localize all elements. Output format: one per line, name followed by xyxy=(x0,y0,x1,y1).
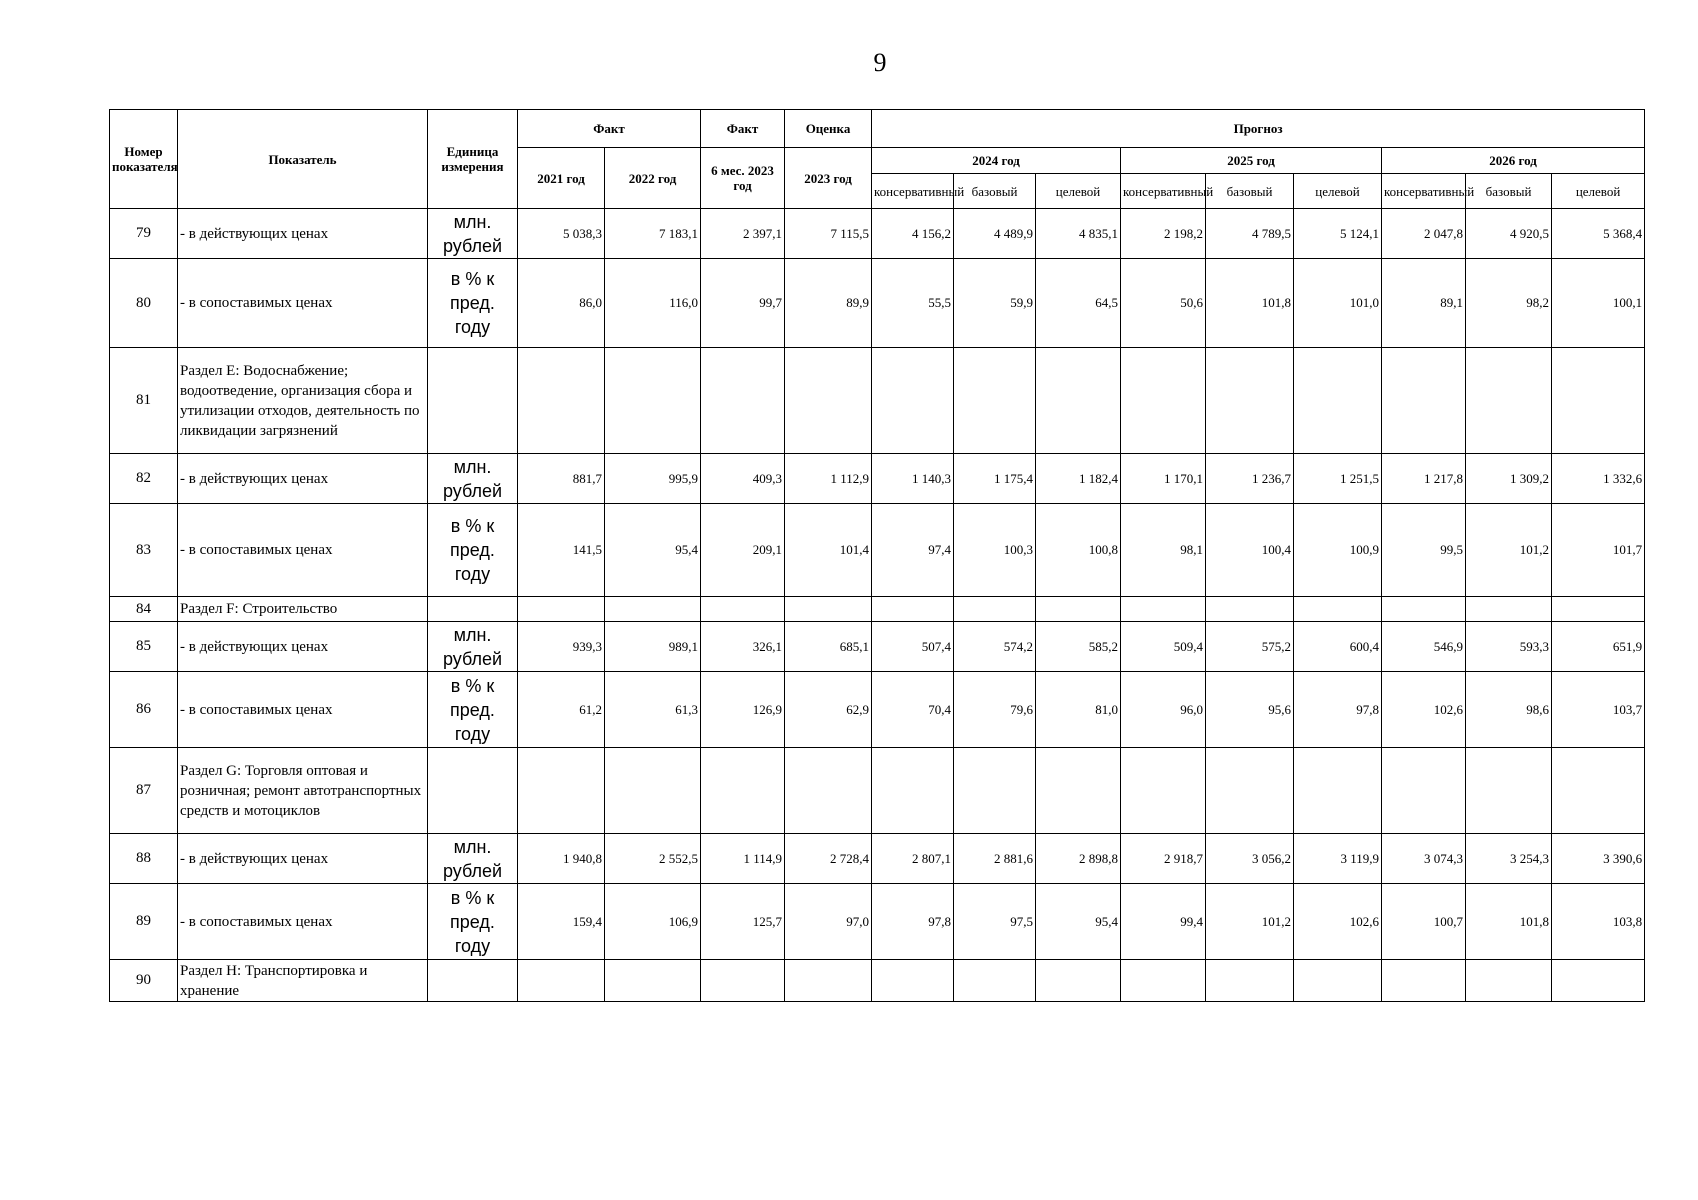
row-value: 97,8 xyxy=(872,884,954,960)
row-value xyxy=(1466,748,1552,834)
table-row xyxy=(110,748,1645,834)
row-value: 989,1 xyxy=(605,622,701,672)
row-value xyxy=(954,748,1036,834)
header-2024-base: базовый xyxy=(954,174,1036,209)
row-value xyxy=(701,748,785,834)
row-value xyxy=(1294,348,1382,454)
row-value: 2 898,8 xyxy=(1036,834,1121,884)
row-value: 100,9 xyxy=(1294,504,1382,597)
header-2023: 2023 год xyxy=(785,148,872,209)
row-value: 70,4 xyxy=(872,672,954,748)
row-value xyxy=(872,960,954,1002)
row-value: 89,1 xyxy=(1382,259,1466,348)
row-value: 95,4 xyxy=(1036,884,1121,960)
row-value: 99,7 xyxy=(701,259,785,348)
row-value: 651,9 xyxy=(1552,622,1645,672)
row-unit: млн. рублей xyxy=(428,209,518,259)
row-value: 995,9 xyxy=(605,454,701,504)
row-value: 95,4 xyxy=(605,504,701,597)
row-value xyxy=(1466,348,1552,454)
row-value: 116,0 xyxy=(605,259,701,348)
header-2026: 2026 год xyxy=(1382,148,1645,174)
row-value: 1 309,2 xyxy=(1466,454,1552,504)
row-value: 1 251,5 xyxy=(1294,454,1382,504)
row-value: 103,7 xyxy=(1552,672,1645,748)
table-row xyxy=(110,884,1645,960)
row-value: 126,9 xyxy=(701,672,785,748)
table-row xyxy=(110,672,1645,748)
row-value: 97,0 xyxy=(785,884,872,960)
row-value xyxy=(1382,748,1466,834)
row-value xyxy=(701,597,785,622)
row-value: 585,2 xyxy=(1036,622,1121,672)
table-row xyxy=(110,834,1645,884)
row-value xyxy=(605,348,701,454)
row-value xyxy=(1036,597,1121,622)
row-value xyxy=(1552,748,1645,834)
row-unit xyxy=(428,960,518,1002)
row-value: 102,6 xyxy=(1294,884,1382,960)
row-value: 50,6 xyxy=(1121,259,1206,348)
row-value xyxy=(1036,960,1121,1002)
row-value: 409,3 xyxy=(701,454,785,504)
row-unit xyxy=(428,748,518,834)
row-value: 574,2 xyxy=(954,622,1036,672)
row-value xyxy=(1206,348,1294,454)
table-row xyxy=(110,209,1645,259)
row-value: 98,1 xyxy=(1121,504,1206,597)
row-number: 88 xyxy=(110,834,178,884)
row-value: 5 038,3 xyxy=(518,209,605,259)
row-value xyxy=(785,597,872,622)
row-value xyxy=(518,748,605,834)
row-value xyxy=(785,748,872,834)
header-2026-base: базовый xyxy=(1466,174,1552,209)
row-number: 86 xyxy=(110,672,178,748)
row-value: 100,1 xyxy=(1552,259,1645,348)
row-value: 1 170,1 xyxy=(1121,454,1206,504)
row-value: 81,0 xyxy=(1036,672,1121,748)
row-value xyxy=(1466,960,1552,1002)
row-value xyxy=(1206,597,1294,622)
row-value: 209,1 xyxy=(701,504,785,597)
row-value xyxy=(872,748,954,834)
row-value: 97,5 xyxy=(954,884,1036,960)
row-value: 3 254,3 xyxy=(1466,834,1552,884)
header-forecast: Прогноз xyxy=(872,110,1645,148)
row-label: - в действующих ценах xyxy=(178,834,428,884)
header-2025: 2025 год xyxy=(1121,148,1382,174)
row-value: 141,5 xyxy=(518,504,605,597)
row-value: 1 182,4 xyxy=(1036,454,1121,504)
row-value: 100,4 xyxy=(1206,504,1294,597)
header-number: Номер показателя xyxy=(110,110,178,209)
row-value: 546,9 xyxy=(1382,622,1466,672)
row-number: 81 xyxy=(110,348,178,454)
header-2021: 2021 год xyxy=(518,148,605,209)
header-2025-base: базовый xyxy=(1206,174,1294,209)
row-value: 3 390,6 xyxy=(1552,834,1645,884)
row-value xyxy=(1382,597,1466,622)
row-value: 1 217,8 xyxy=(1382,454,1466,504)
row-value xyxy=(954,597,1036,622)
row-value: 1 112,9 xyxy=(785,454,872,504)
row-label: Раздел F: Строительство xyxy=(178,597,428,622)
row-value: 3 056,2 xyxy=(1206,834,1294,884)
row-unit xyxy=(428,348,518,454)
row-value: 79,6 xyxy=(954,672,1036,748)
row-value: 3 119,9 xyxy=(1294,834,1382,884)
row-value xyxy=(518,960,605,1002)
row-value: 101,4 xyxy=(785,504,872,597)
row-value: 3 074,3 xyxy=(1382,834,1466,884)
row-label: Раздел G: Торговля оптовая и розничная; ремонт автотранспортных средств и мотоциклов xyxy=(178,748,428,834)
row-value: 1 940,8 xyxy=(518,834,605,884)
row-value xyxy=(954,348,1036,454)
row-value: 7 115,5 xyxy=(785,209,872,259)
row-value: 62,9 xyxy=(785,672,872,748)
row-number: 85 xyxy=(110,622,178,672)
row-value: 2 047,8 xyxy=(1382,209,1466,259)
header-2026-conservative: консервативный xyxy=(1382,174,1466,209)
header-2026-target: целевой xyxy=(1552,174,1645,209)
row-value: 4 835,1 xyxy=(1036,209,1121,259)
row-value: 61,2 xyxy=(518,672,605,748)
row-value: 103,8 xyxy=(1552,884,1645,960)
row-value: 575,2 xyxy=(1206,622,1294,672)
row-label: - в сопоставимых ценах xyxy=(178,504,428,597)
row-unit: в % к пред. году xyxy=(428,504,518,597)
row-value: 1 175,4 xyxy=(954,454,1036,504)
row-value: 98,6 xyxy=(1466,672,1552,748)
table-row xyxy=(110,259,1645,348)
table-row xyxy=(110,960,1645,1002)
row-value: 101,0 xyxy=(1294,259,1382,348)
header-estimate: Оценка xyxy=(785,110,872,148)
row-value: 97,8 xyxy=(1294,672,1382,748)
row-value xyxy=(1121,597,1206,622)
row-value xyxy=(1121,348,1206,454)
row-value xyxy=(785,348,872,454)
row-unit xyxy=(428,597,518,622)
header-fact: Факт xyxy=(518,110,701,148)
row-value: 1 114,9 xyxy=(701,834,785,884)
row-value xyxy=(1206,748,1294,834)
header-fact-half-year: Факт xyxy=(701,110,785,148)
header-2024-conservative: консервативный xyxy=(872,174,954,209)
row-value: 2 728,4 xyxy=(785,834,872,884)
row-value: 2 918,7 xyxy=(1121,834,1206,884)
row-value: 64,5 xyxy=(1036,259,1121,348)
row-value xyxy=(1121,748,1206,834)
row-number: 82 xyxy=(110,454,178,504)
row-value: 101,7 xyxy=(1552,504,1645,597)
row-value: 98,2 xyxy=(1466,259,1552,348)
row-value: 509,4 xyxy=(1121,622,1206,672)
row-number: 90 xyxy=(110,960,178,1002)
row-unit: в % к пред. году xyxy=(428,884,518,960)
table-row xyxy=(110,454,1645,504)
row-value: 2 198,2 xyxy=(1121,209,1206,259)
row-value xyxy=(1036,748,1121,834)
row-value xyxy=(701,960,785,1002)
row-value: 101,8 xyxy=(1466,884,1552,960)
row-value: 881,7 xyxy=(518,454,605,504)
row-value: 99,5 xyxy=(1382,504,1466,597)
header-unit: Единица измерения xyxy=(428,110,518,209)
row-number: 87 xyxy=(110,748,178,834)
row-value: 4 920,5 xyxy=(1466,209,1552,259)
row-value: 593,3 xyxy=(1466,622,1552,672)
row-value xyxy=(1294,597,1382,622)
row-value: 685,1 xyxy=(785,622,872,672)
row-value xyxy=(518,348,605,454)
row-number: 84 xyxy=(110,597,178,622)
row-value: 106,9 xyxy=(605,884,701,960)
row-value: 101,2 xyxy=(1206,884,1294,960)
table-row xyxy=(110,504,1645,597)
row-unit: в % к пред. году xyxy=(428,259,518,348)
row-value: 61,3 xyxy=(605,672,701,748)
indicator-table xyxy=(109,109,1645,1002)
row-label: - в сопоставимых ценах xyxy=(178,672,428,748)
row-label: - в сопоставимых ценах xyxy=(178,259,428,348)
table-row xyxy=(110,597,1645,622)
row-value xyxy=(1294,748,1382,834)
row-value: 101,8 xyxy=(1206,259,1294,348)
row-value xyxy=(1206,960,1294,1002)
row-label: - в действующих ценах xyxy=(178,209,428,259)
row-value xyxy=(518,597,605,622)
row-value: 101,2 xyxy=(1466,504,1552,597)
row-value: 100,3 xyxy=(954,504,1036,597)
row-value xyxy=(1294,960,1382,1002)
row-value: 125,7 xyxy=(701,884,785,960)
header-indicator: Показатель xyxy=(178,110,428,209)
header-2022: 2022 год xyxy=(605,148,701,209)
row-value: 97,4 xyxy=(872,504,954,597)
row-value: 1 332,6 xyxy=(1552,454,1645,504)
row-value: 96,0 xyxy=(1121,672,1206,748)
header-2025-target: целевой xyxy=(1294,174,1382,209)
row-number: 80 xyxy=(110,259,178,348)
row-value: 5 124,1 xyxy=(1294,209,1382,259)
page-number: 9 xyxy=(873,48,887,77)
row-label: - в действующих ценах xyxy=(178,454,428,504)
row-value: 5 368,4 xyxy=(1552,209,1645,259)
row-unit: млн. рублей xyxy=(428,834,518,884)
row-value: 100,7 xyxy=(1382,884,1466,960)
row-value: 600,4 xyxy=(1294,622,1382,672)
row-value: 1 236,7 xyxy=(1206,454,1294,504)
row-value xyxy=(1382,960,1466,1002)
row-label: - в сопоставимых ценах xyxy=(178,884,428,960)
row-value: 95,6 xyxy=(1206,672,1294,748)
header-2024: 2024 год xyxy=(872,148,1121,174)
row-unit: млн. рублей xyxy=(428,622,518,672)
row-value xyxy=(605,960,701,1002)
row-value: 2 807,1 xyxy=(872,834,954,884)
row-unit: в % к пред. году xyxy=(428,672,518,748)
row-value xyxy=(605,748,701,834)
row-value: 1 140,3 xyxy=(872,454,954,504)
row-number: 89 xyxy=(110,884,178,960)
row-value xyxy=(1466,597,1552,622)
row-value: 7 183,1 xyxy=(605,209,701,259)
row-value xyxy=(872,348,954,454)
header-6m-2023: 6 мес. 2023 год xyxy=(701,148,785,209)
row-value: 159,4 xyxy=(518,884,605,960)
row-value: 2 881,6 xyxy=(954,834,1036,884)
table-row xyxy=(110,622,1645,672)
row-value xyxy=(1552,960,1645,1002)
row-unit: млн. рублей xyxy=(428,454,518,504)
row-number: 83 xyxy=(110,504,178,597)
row-value: 86,0 xyxy=(518,259,605,348)
row-value: 4 156,2 xyxy=(872,209,954,259)
row-value xyxy=(701,348,785,454)
row-value: 507,4 xyxy=(872,622,954,672)
row-value xyxy=(954,960,1036,1002)
row-value: 326,1 xyxy=(701,622,785,672)
row-value: 100,8 xyxy=(1036,504,1121,597)
row-label: Раздел E: Водоснабжение; водоотведение, организация сбора и утилизации отходов, деятельность по ликвидации загрязнений xyxy=(178,348,428,454)
row-value: 4 489,9 xyxy=(954,209,1036,259)
row-value: 2 552,5 xyxy=(605,834,701,884)
header-2024-target: целевой xyxy=(1036,174,1121,209)
row-number: 79 xyxy=(110,209,178,259)
table-row xyxy=(110,348,1645,454)
row-value xyxy=(1036,348,1121,454)
row-value: 89,9 xyxy=(785,259,872,348)
row-value: 939,3 xyxy=(518,622,605,672)
row-value xyxy=(872,597,954,622)
row-value: 2 397,1 xyxy=(701,209,785,259)
row-value: 55,5 xyxy=(872,259,954,348)
row-value: 59,9 xyxy=(954,259,1036,348)
header-2025-conservative: консервативный xyxy=(1121,174,1206,209)
row-value: 99,4 xyxy=(1121,884,1206,960)
row-value: 4 789,5 xyxy=(1206,209,1294,259)
row-value xyxy=(1121,960,1206,1002)
table-body xyxy=(110,209,1645,1002)
row-value: 102,6 xyxy=(1382,672,1466,748)
row-value xyxy=(1382,348,1466,454)
row-value xyxy=(1552,597,1645,622)
row-label: - в действующих ценах xyxy=(178,622,428,672)
row-label: Раздел H: Транспортировка и хранение xyxy=(178,960,428,1002)
row-value xyxy=(785,960,872,1002)
row-value xyxy=(1552,348,1645,454)
row-value xyxy=(605,597,701,622)
